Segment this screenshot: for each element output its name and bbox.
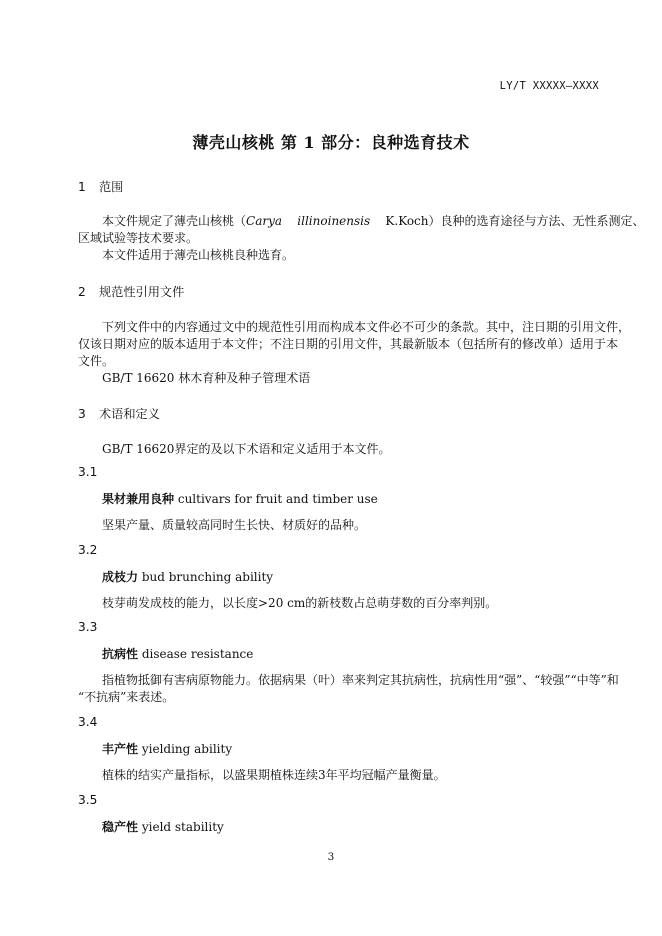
term-entry bbox=[102, 568, 622, 585]
subsection-number: 3.4 bbox=[78, 715, 98, 729]
section-3-intro: GB/T 16620界定的及以下术语和定义适用于本文件。 bbox=[102, 442, 391, 456]
page-title: 薄壳山核桃 第 1 部分：良种选育技术 bbox=[192, 133, 470, 152]
term-chinese: 抗病性 bbox=[102, 647, 139, 661]
subsection-number: 3.1 bbox=[78, 465, 98, 479]
section-1-paragraph-1-line-2: 区域试验等技术要求。 bbox=[78, 231, 199, 245]
term-english: yielding ability bbox=[141, 742, 233, 756]
term-definition: 枝芽萌发成枝的能力，以长度>20 cm的新枝数占总萌芽数的百分率判别。 bbox=[102, 596, 498, 610]
section-number: 1 bbox=[78, 180, 86, 194]
section-1-paragraph-1-line-1: 本文件规定了薄壳山核桃（Carya illinoinensis K.Koch）良种的选育途径与方法、无性系测定、 bbox=[102, 214, 645, 228]
subsection-number: 3.3 bbox=[78, 620, 98, 634]
section-title: 范围 bbox=[99, 180, 124, 194]
subsection-number: 3.5 bbox=[78, 793, 98, 807]
section-2-heading bbox=[78, 283, 184, 300]
page-number: 3 bbox=[327, 851, 335, 863]
section-number: 3 bbox=[78, 407, 86, 421]
section-number: 2 bbox=[78, 285, 86, 299]
term-definition: 植株的结实产量指标，以盛果期植株连续3年平均冠幅产量衡量。 bbox=[102, 768, 446, 782]
term-english: disease resistance bbox=[141, 647, 254, 661]
normative-reference: GB/T 16620 林木育种及种子管理术语 bbox=[102, 371, 311, 385]
term-english: cultivars for fruit and timber use bbox=[177, 492, 378, 506]
section-2-paragraph-line-2: 仅该日期对应的版本适用于本文件；不注日期的引用文件，其最新版本（包括所有的修改单）适用于本 bbox=[78, 337, 619, 351]
section-2-paragraph-line-3: 文件。 bbox=[78, 354, 115, 368]
term-chinese: 稳产性 bbox=[102, 820, 139, 834]
document-code: LY/T XXXXX—XXXX bbox=[499, 80, 599, 92]
term-chinese: 果材兼用良种 bbox=[102, 492, 175, 506]
section-title: 规范性引用文件 bbox=[99, 285, 185, 299]
term-chinese: 成枝力 bbox=[102, 570, 139, 584]
term-english: yield stability bbox=[141, 820, 224, 834]
section-3-heading bbox=[78, 405, 160, 422]
section-1-heading bbox=[78, 178, 123, 195]
term-english: bud brunching ability bbox=[141, 570, 274, 584]
section-title: 术语和定义 bbox=[99, 407, 160, 421]
term-entry bbox=[102, 818, 622, 835]
subsection-number: 3.2 bbox=[78, 543, 98, 557]
term-definition-line-2: “不抗病”来表述。 bbox=[78, 690, 175, 704]
term-entry bbox=[102, 490, 622, 507]
section-1-paragraph-2: 本文件适用于薄壳山核桃良种选育。 bbox=[102, 248, 295, 262]
term-entry bbox=[102, 645, 622, 662]
term-definition-line-1: 指植物抵御有害病原物能力。依据病果（叶）率来判定其抗病性，抗病性用“强”、“较强”“中等”和 bbox=[102, 673, 619, 687]
term-definition: 坚果产量、质量较高同时生长快、材质好的品种。 bbox=[102, 518, 367, 532]
term-chinese: 丰产性 bbox=[102, 742, 139, 756]
term-entry bbox=[102, 740, 622, 757]
section-2-paragraph-line-1: 下列文件中的内容通过文中的规范性引用而构成本文件必不可少的条款。其中，注日期的引用文件， bbox=[102, 320, 631, 334]
